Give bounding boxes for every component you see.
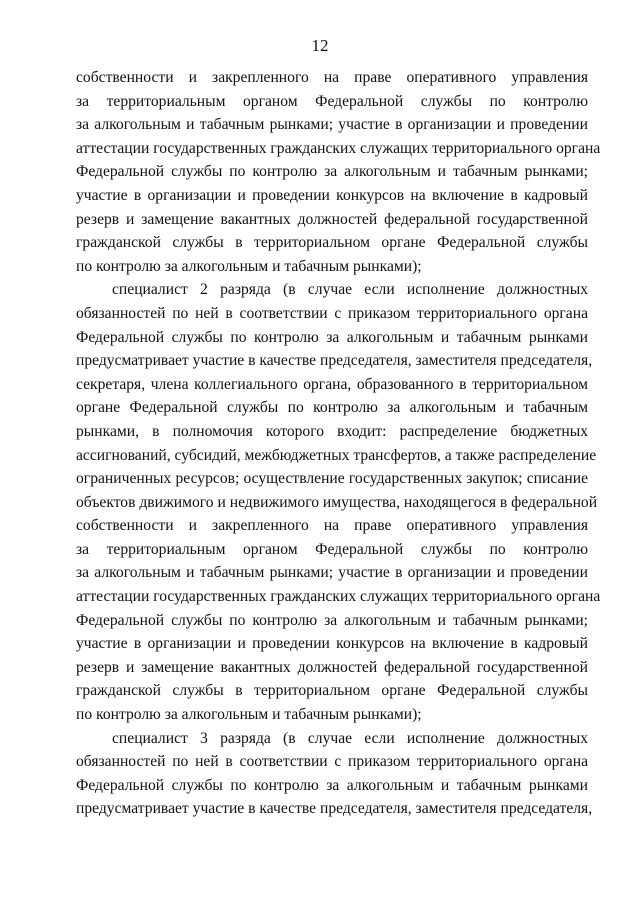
text-line: гражданской службы в территориальном органе Федеральной службы (76, 682, 588, 700)
text-line: ограниченных ресурсов; осуществление государственных закупок; списание (76, 470, 588, 488)
text-line: участие в организации и проведении конкурсов на включение в кадровый (76, 186, 588, 204)
text-line: ассигнований, субсидий, межбюджетных трансфертов, а также распределение (76, 446, 597, 464)
text-line: аттестации государственных гражданских служащих территориального органа (76, 139, 601, 157)
text-line: резерв и замещение вакантных должностей федеральной государственной (76, 210, 588, 228)
text-line: специалист 2 разряда (в случае если исполнение должностных (112, 281, 588, 299)
text-line: специалист 3 разряда (в случае если исполнение должностных (112, 729, 588, 747)
text-line: обязанностей по ней в соответствии с приказом территориального органа (76, 753, 588, 771)
text-line: за территориальным органом Федеральной службы по контролю (76, 540, 588, 558)
text-line: за алкогольным и табачным рынками; участие в организации и проведении (76, 116, 588, 134)
text-line: секретаря, члена коллегиального органа, образованного в территориальном (76, 375, 588, 393)
text-line: гражданской службы в территориальном органе Федеральной службы (76, 234, 588, 252)
text-line: рынками, в полномочия которого входит: распределение бюджетных (76, 422, 588, 440)
text-line: резерв и замещение вакантных должностей федеральной государственной (76, 658, 588, 676)
text-line: по контролю за алкогольным и табачным рынками); (76, 706, 422, 724)
text-line: Федеральной службы по контролю за алкогольным и табачным рынками; (76, 163, 588, 181)
text-line: Федеральной службы по контролю за алкогольным и табачным рынками (76, 328, 588, 346)
text-line: участие в организации и проведении конкурсов на включение в кадровый (76, 635, 588, 653)
text-line: собственности и закрепленного на праве оперативного управления (76, 517, 588, 535)
text-line: предусматривает участие в качестве председателя, заместителя председателя, (76, 352, 593, 370)
text-line: Федеральной службы по контролю за алкогольным и табачным рынками (76, 776, 588, 794)
text-line: по контролю за алкогольным и табачным рынками); (76, 257, 422, 275)
text-line: Федеральной службы по контролю за алкогольным и табачным рынками; (76, 611, 588, 629)
text-line: обязанностей по ней в соответствии с приказом территориального органа (76, 304, 588, 322)
text-line: органе Федеральной службы по контролю за алкогольным и табачным (76, 399, 588, 417)
text-line: предусматривает участие в качестве председателя, заместителя председателя, (76, 800, 593, 818)
document-body (76, 66, 601, 821)
text-line: собственности и закрепленного на праве оперативного управления (76, 69, 588, 86)
text-line: аттестации государственных гражданских служащих территориального органа (76, 588, 601, 606)
page-number: 12 (311, 36, 329, 55)
text-line: объектов движимого и недвижимого имущества, находящегося в федеральной (76, 493, 598, 511)
text-line: за алкогольным и табачным рынками; участие в организации и проведении (76, 564, 588, 582)
text-line: за территориальным органом Федеральной службы по контролю (76, 92, 588, 110)
